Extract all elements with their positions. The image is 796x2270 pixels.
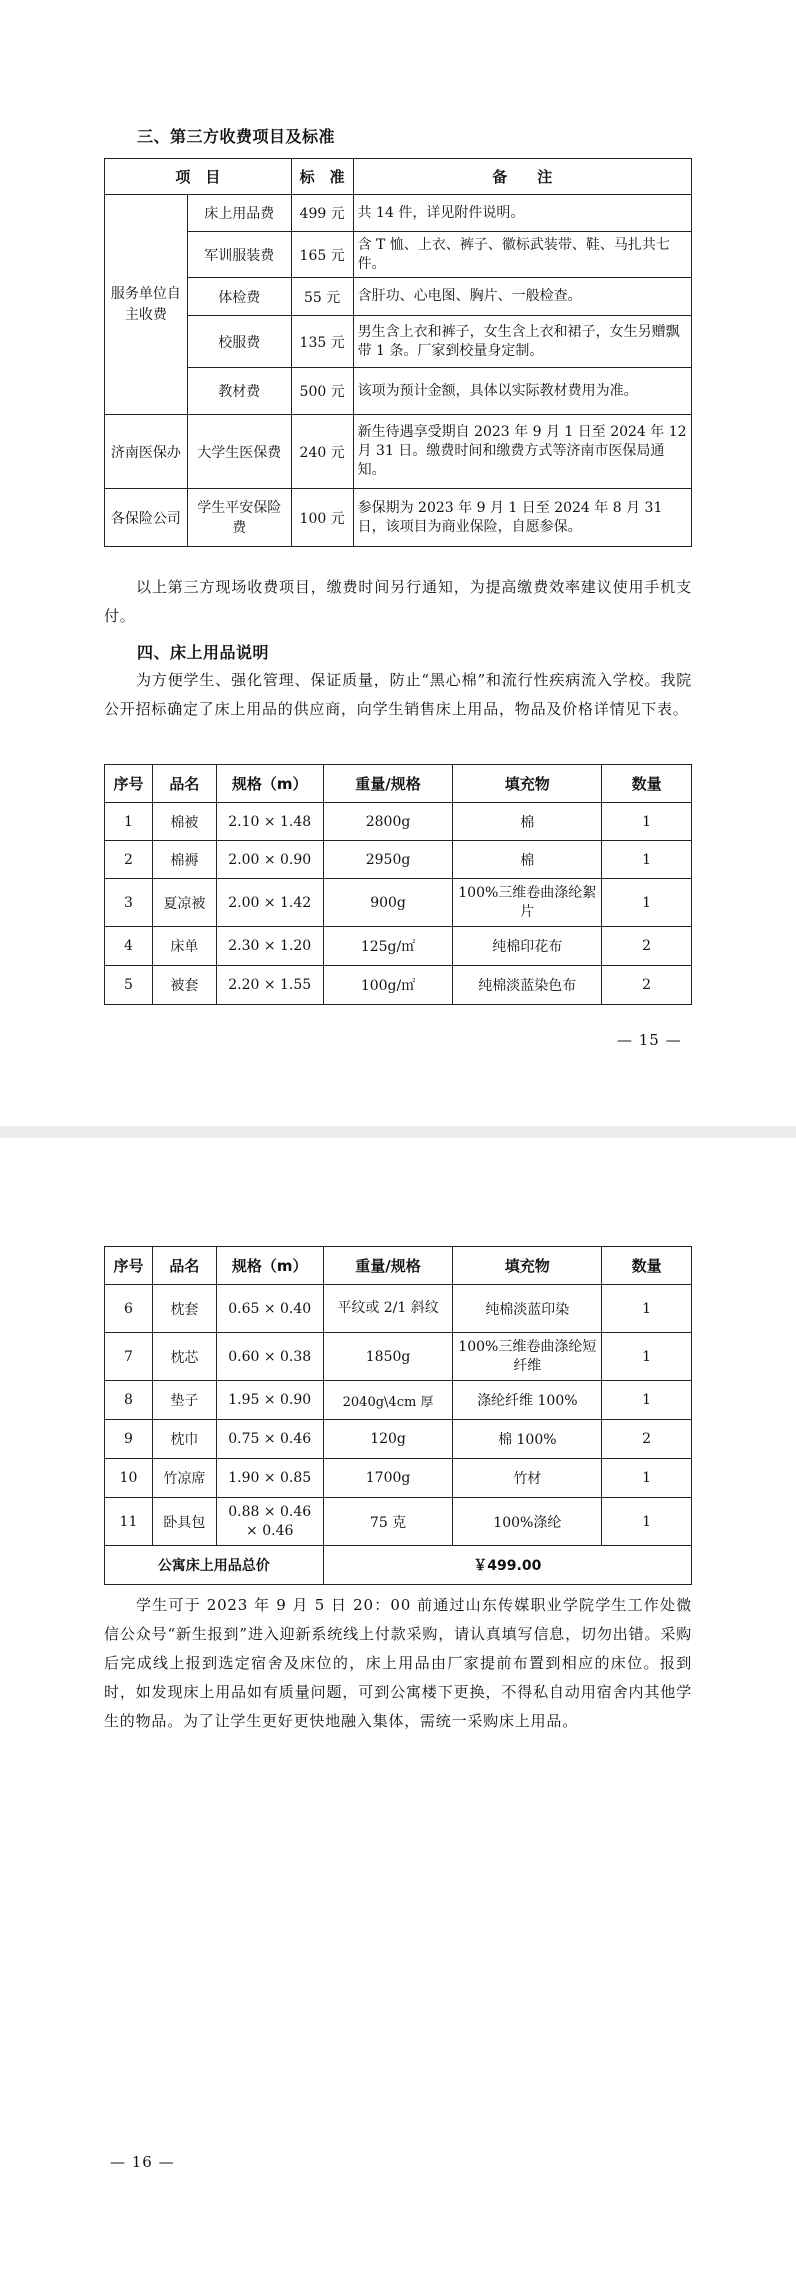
fee-item: 教材费 bbox=[187, 368, 291, 415]
section-4-heading: 四、床上用品说明 bbox=[137, 643, 270, 662]
bedding-name: 枕巾 bbox=[152, 1420, 216, 1459]
table-row bbox=[105, 1420, 692, 1459]
fee-org: 济南医保办 bbox=[105, 415, 188, 489]
bedding-name: 被套 bbox=[152, 966, 216, 1005]
bedding-weight: 120g bbox=[323, 1420, 453, 1459]
fee-org: 各保险公司 bbox=[105, 489, 188, 547]
bedding-no: 9 bbox=[105, 1420, 153, 1459]
fee-item: 床上用品费 bbox=[187, 195, 291, 232]
fee-note: 新生待遇享受期自 2023 年 9 月 1 日至 2024 年 12 月 31 日。缴费时间和缴费方式等济南市医保局通知。 bbox=[353, 415, 691, 489]
bedding-qty: 1 bbox=[602, 879, 692, 927]
fee-header-note: 备 注 bbox=[353, 159, 691, 195]
bedding-intro-paragraph: 为方便学生、强化管理、保证质量，防止“黑心棉”和流行性疾病流入学校。我院公开招标确定了床上用品的供应商，向学生销售床上用品，物品及价格详情见下表。 bbox=[104, 671, 692, 718]
fee-header-standard: 标 准 bbox=[291, 159, 353, 195]
total-row bbox=[105, 1546, 692, 1585]
bedding-spec: 2.00 × 1.42 bbox=[216, 879, 323, 927]
table-row bbox=[105, 803, 692, 841]
fee-item: 校服费 bbox=[187, 316, 291, 368]
bedding-weight: 平纹或 2/1 斜纹 bbox=[323, 1285, 453, 1333]
bedding-header-name: 品名 bbox=[152, 1247, 216, 1285]
fee-standard: 135 元 bbox=[291, 316, 353, 368]
fee-standard: 500 元 bbox=[291, 368, 353, 415]
bedding-header-spec: 规格（m） bbox=[216, 1247, 323, 1285]
bedding-spec: 0.88 × 0.46 × 0.46 bbox=[216, 1498, 323, 1546]
bedding-weight: 75 克 bbox=[323, 1498, 453, 1546]
bedding-spec: 1.95 × 0.90 bbox=[216, 1381, 323, 1420]
fee-standard: 165 元 bbox=[291, 232, 353, 278]
bedding-weight: 1700g bbox=[323, 1459, 453, 1498]
bedding-no: 3 bbox=[105, 879, 153, 927]
bedding-name: 竹凉席 bbox=[152, 1459, 216, 1498]
bedding-fill: 纯棉印花布 bbox=[453, 927, 602, 966]
bedding-qty: 2 bbox=[602, 966, 692, 1005]
bedding-spec: 2.10 × 1.48 bbox=[216, 803, 323, 841]
bedding-fill: 纯棉淡蓝染色布 bbox=[453, 966, 602, 1005]
fee-note: 含肝功、心电图、胸片、一般检查。 bbox=[353, 278, 691, 316]
bedding-fill: 100%三维卷曲涤纶短纤维 bbox=[453, 1333, 602, 1381]
bedding-spec: 2.20 × 1.55 bbox=[216, 966, 323, 1005]
page-number: — 16 — bbox=[110, 2153, 175, 2171]
bedding-fill: 涤纶纤维 100% bbox=[453, 1381, 602, 1420]
bedding-name: 棉被 bbox=[152, 803, 216, 841]
document-page-16 bbox=[0, 1138, 796, 2270]
fee-note: 该项为预计金额，具体以实际教材费用为准。 bbox=[353, 368, 691, 415]
page-number: — 15 — bbox=[617, 1031, 682, 1049]
bedding-header-weight: 重量/规格 bbox=[323, 1247, 453, 1285]
bedding-qty: 1 bbox=[602, 841, 692, 879]
fee-item: 体检费 bbox=[187, 278, 291, 316]
bedding-no: 7 bbox=[105, 1333, 153, 1381]
fee-standard: 499 元 bbox=[291, 195, 353, 232]
bedding-no: 4 bbox=[105, 927, 153, 966]
fee-standard: 55 元 bbox=[291, 278, 353, 316]
fee-item: 大学生医保费 bbox=[187, 415, 291, 489]
bedding-spec: 2.30 × 1.20 bbox=[216, 927, 323, 966]
bedding-fill: 100%三维卷曲涤纶絮片 bbox=[453, 879, 602, 927]
fee-note: 男生含上衣和裤子，女生含上衣和裙子，女生另赠飘带 1 条。厂家到校量身定制。 bbox=[353, 316, 691, 368]
bedding-qty: 1 bbox=[602, 1285, 692, 1333]
bedding-header-no: 序号 bbox=[105, 765, 153, 803]
total-label: 公寓床上用品总价 bbox=[105, 1546, 324, 1585]
table-row bbox=[105, 1459, 692, 1498]
table-row bbox=[105, 1285, 692, 1333]
bedding-qty: 1 bbox=[602, 1333, 692, 1381]
total-price: ￥499.00 bbox=[323, 1546, 691, 1585]
bedding-name: 床单 bbox=[152, 927, 216, 966]
bedding-spec: 1.90 × 0.85 bbox=[216, 1459, 323, 1498]
bedding-no: 10 bbox=[105, 1459, 153, 1498]
bedding-fill: 100%涤纶 bbox=[453, 1498, 602, 1546]
bedding-fill: 棉 100% bbox=[453, 1420, 602, 1459]
bedding-spec: 0.60 × 0.38 bbox=[216, 1333, 323, 1381]
bedding-header-qty: 数量 bbox=[602, 1247, 692, 1285]
payment-instructions-paragraph: 学生可于 2023 年 9 月 5 日 20：00 前通过山东传媒职业学院学生工作处微信公众号“新生报到”进入迎新系统线上付款采购，请认真填写信息，切勿出错。采购后完成线上报到选定宿舍及床位的，床上用品由厂家提前布置到相应的床位。报到时，如发现床上用品如有质量问题，可到公寓楼下更换，不得私自动用宿舍内其他学生的物品。为了让学生更好更快地融入集体，需统一采购床上用品。 bbox=[104, 1596, 692, 1730]
bedding-name: 棉褥 bbox=[152, 841, 216, 879]
bedding-header-weight: 重量/规格 bbox=[323, 765, 453, 803]
document-page-15 bbox=[0, 0, 796, 1126]
bedding-header-spec: 规格（m） bbox=[216, 765, 323, 803]
bedding-header-name: 品名 bbox=[152, 765, 216, 803]
bedding-header-qty: 数量 bbox=[602, 765, 692, 803]
bedding-no: 5 bbox=[105, 966, 153, 1005]
bedding-qty: 1 bbox=[602, 1498, 692, 1546]
bedding-weight: 1850g bbox=[323, 1333, 453, 1381]
bedding-name: 垫子 bbox=[152, 1381, 216, 1420]
bedding-spec: 0.65 × 0.40 bbox=[216, 1285, 323, 1333]
table-row bbox=[105, 1381, 692, 1420]
bedding-weight: 2800g bbox=[323, 803, 453, 841]
bedding-no: 11 bbox=[105, 1498, 153, 1546]
fee-note: 参保期为 2023 年 9 月 1 日至 2024 年 8 月 31 日，该项目为商业保险，自愿参保。 bbox=[353, 489, 691, 547]
table-row bbox=[105, 841, 692, 879]
bedding-weight: 2950g bbox=[323, 841, 453, 879]
bedding-name: 枕芯 bbox=[152, 1333, 216, 1381]
bedding-no: 8 bbox=[105, 1381, 153, 1420]
bedding-name: 卧具包 bbox=[152, 1498, 216, 1546]
fee-note: 含 T 恤、上衣、裤子、徽标武装带、鞋、马扎共七件。 bbox=[353, 232, 691, 278]
bedding-qty: 1 bbox=[602, 1459, 692, 1498]
bedding-name: 夏凉被 bbox=[152, 879, 216, 927]
fee-header-item: 项 目 bbox=[105, 159, 292, 195]
fee-item: 学生平安保险费 bbox=[187, 489, 291, 547]
fee-item: 军训服装费 bbox=[187, 232, 291, 278]
table-row bbox=[105, 927, 692, 966]
table-row bbox=[105, 1333, 692, 1381]
fee-group-label: 服务单位自主收费 bbox=[105, 195, 188, 415]
bedding-weight: 125g/㎡ bbox=[323, 927, 453, 966]
third-party-fee-table bbox=[104, 158, 692, 547]
bedding-header-fill: 填充物 bbox=[453, 1247, 602, 1285]
bedding-qty: 2 bbox=[602, 927, 692, 966]
bedding-qty: 1 bbox=[602, 1381, 692, 1420]
bedding-fill: 棉 bbox=[453, 841, 602, 879]
bedding-header-fill: 填充物 bbox=[453, 765, 602, 803]
fee-followup-paragraph: 以上第三方现场收费项目，缴费时间另行通知，为提高缴费效率建议使用手机支付。 bbox=[104, 578, 692, 625]
fee-standard: 240 元 bbox=[291, 415, 353, 489]
bedding-name: 枕套 bbox=[152, 1285, 216, 1333]
fee-standard: 100 元 bbox=[291, 489, 353, 547]
bedding-weight: 2040g\4cm 厚 bbox=[323, 1381, 453, 1420]
table-row bbox=[105, 1498, 692, 1546]
bedding-qty: 1 bbox=[602, 803, 692, 841]
table-row bbox=[105, 966, 692, 1005]
bedding-header-no: 序号 bbox=[105, 1247, 153, 1285]
bedding-spec: 0.75 × 0.46 bbox=[216, 1420, 323, 1459]
bedding-fill: 竹材 bbox=[453, 1459, 602, 1498]
bedding-no: 2 bbox=[105, 841, 153, 879]
section-3-heading: 三、第三方收费项目及标准 bbox=[137, 127, 336, 146]
bedding-spec: 2.00 × 0.90 bbox=[216, 841, 323, 879]
bedding-no: 1 bbox=[105, 803, 153, 841]
bedding-weight: 900g bbox=[323, 879, 453, 927]
bedding-fill: 棉 bbox=[453, 803, 602, 841]
bedding-weight: 100g/㎡ bbox=[323, 966, 453, 1005]
bedding-no: 6 bbox=[105, 1285, 153, 1333]
bedding-qty: 2 bbox=[602, 1420, 692, 1459]
bedding-fill: 纯棉淡蓝印染 bbox=[453, 1285, 602, 1333]
bedding-table-part-1 bbox=[104, 764, 692, 1005]
bedding-table-part-2 bbox=[104, 1246, 692, 1585]
fee-note: 共 14 件，详见附件说明。 bbox=[353, 195, 691, 232]
table-row bbox=[105, 879, 692, 927]
